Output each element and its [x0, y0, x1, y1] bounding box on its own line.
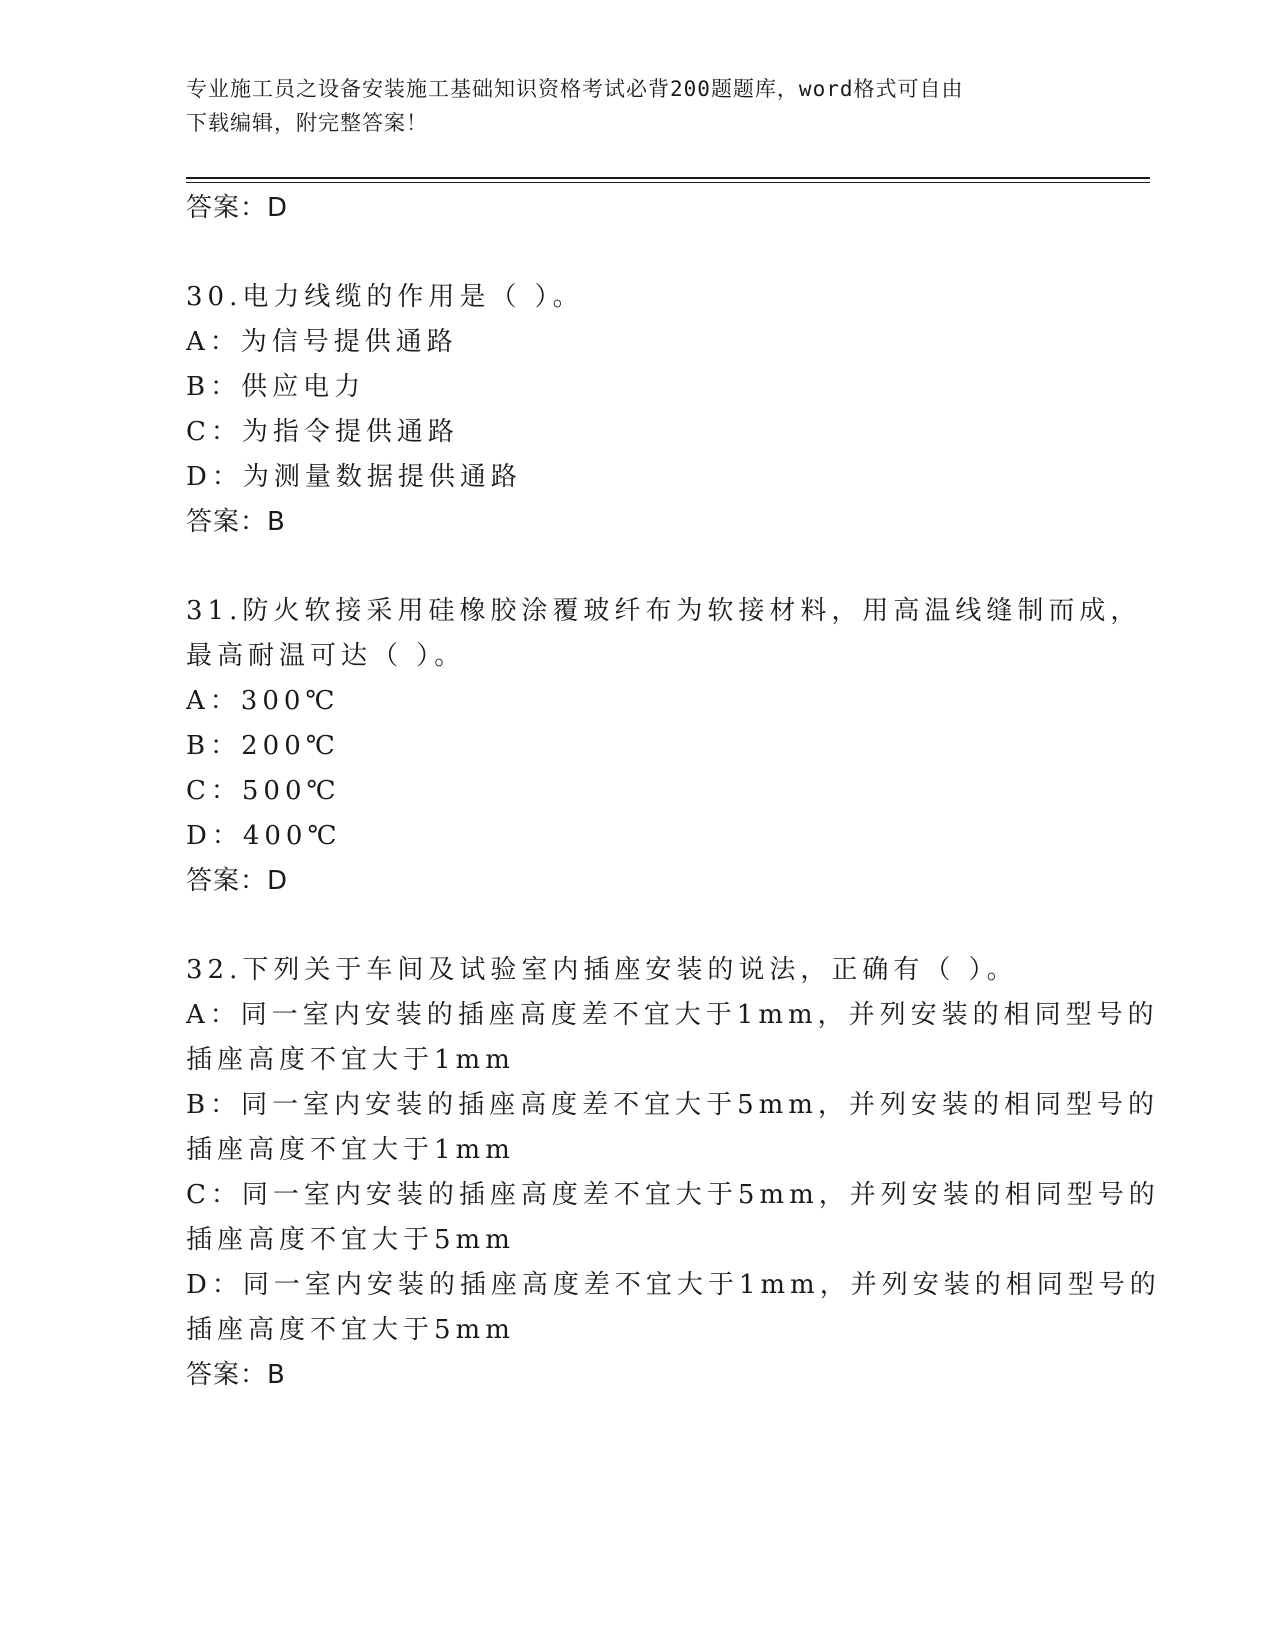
question-stem-continued: 最高耐温可达（ ）。: [186, 641, 466, 671]
question-answer: 答案：D: [186, 866, 289, 896]
option-b: B：供应电力: [186, 372, 366, 402]
option-b-continued: 插座高度不宜大于1mm: [186, 1135, 515, 1165]
question-31: [186, 589, 1142, 904]
document-body: [186, 186, 1161, 1398]
option-a: A：为信号提供通路: [186, 327, 458, 357]
header-rule-thick: [186, 177, 1150, 179]
question-stem: 32.下列关于车间及试验室内插座安装的说法，正确有（ ）。: [186, 955, 1018, 985]
header-line-2: 下载编辑，附完整答案！: [186, 111, 428, 135]
option-d: D：400℃: [186, 821, 342, 851]
option-d: D：同一室内安装的插座高度差不宜大于1mm，并列安装的相同型号的: [186, 1270, 1161, 1300]
option-a: A：300℃: [186, 686, 340, 716]
option-a-continued: 插座高度不宜大于1mm: [186, 1045, 515, 1075]
option-b: B：200℃: [186, 731, 340, 761]
option-b: B：同一室内安装的插座高度差不宜大于5mm，并列安装的相同型号的: [186, 1090, 1159, 1120]
question-stem: 31.防火软接采用硅橡胶涂覆玻纤布为软接材料，用高温线缝制而成，: [186, 596, 1142, 626]
option-c: C：500℃: [186, 776, 341, 806]
question-32: [186, 948, 1161, 1398]
document-header: [186, 72, 1066, 140]
question-stem: 30.电力线缆的作用是（ ）。: [186, 282, 584, 312]
option-c: C：同一室内安装的插座高度差不宜大于5mm，并列安装的相同型号的: [186, 1180, 1160, 1210]
option-a: A：同一室内安装的插座高度差不宜大于1mm，并列安装的相同型号的: [186, 1000, 1159, 1030]
question-answer: 答案：B: [186, 1360, 286, 1390]
question-30: [186, 275, 1086, 545]
option-c: C：为指令提供通路: [186, 417, 459, 447]
header-rule-thin: [186, 182, 1150, 183]
question-answer: 答案：B: [186, 507, 286, 537]
option-d-continued: 插座高度不宜大于5mm: [186, 1315, 515, 1345]
option-d: D：为测量数据提供通路: [186, 462, 522, 492]
option-c-continued: 插座高度不宜大于5mm: [186, 1225, 515, 1255]
previous-answer: 答案：D: [186, 193, 289, 223]
header-line-1: 专业施工员之设备安装施工基础知识资格考试必背200题题库，word格式可自由: [186, 77, 964, 101]
